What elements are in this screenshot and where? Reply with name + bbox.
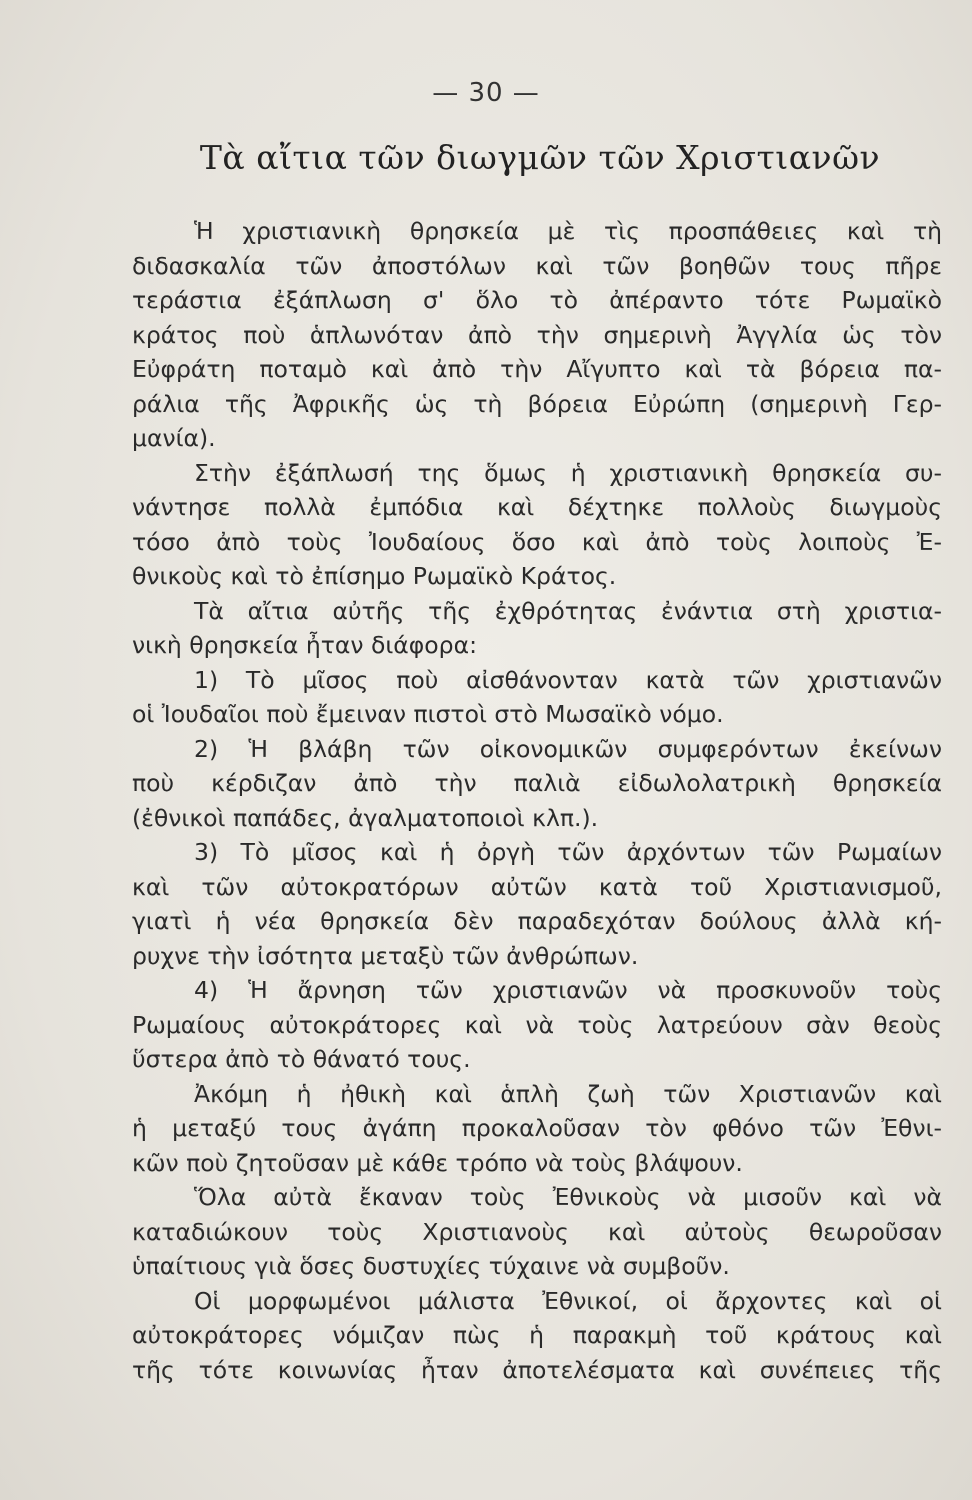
text-line: ράλια τῆς Ἀφρικῆς ὡς τὴ βόρεια Εὐρώπη (σημερινὴ Γερ-	[132, 389, 942, 418]
text-line: τόσο ἀπὸ τοὺς Ἰουδαίους ὅσο καὶ ἀπὸ τοὺς λοιποὺς Ἐ-	[132, 527, 942, 556]
text-line: (ἐθνικοὶ παπάδες, ἀγαλματοποιοὶ κλπ.).	[132, 803, 599, 832]
text-line: 4) Ἡ ἄρνηση τῶν χριστιανῶν νὰ προσκυνοῦν τοὺς	[194, 976, 942, 1004]
text-line: Ρωμαίους αὐτοκράτορες καὶ νὰ τοὺς λατρεύουν σὰν θεοὺς	[132, 1010, 942, 1039]
text-line: Ἡ χριστιανικὴ θρησκεία μὲ τὶς προσπάθειες καὶ τὴ	[194, 217, 942, 245]
chapter-title: Τὰ αἴτια τῶν διωγμῶν τῶν Χριστιανῶν	[199, 138, 881, 177]
text-line: νάντησε πολλὰ ἐμπόδια καὶ δέχτηκε πολλοὺς διωγμοὺς	[132, 493, 942, 521]
text-line: νικὴ θρησκεία ἦταν διάφορα:	[132, 631, 477, 659]
page-number: — 30 —	[432, 78, 540, 108]
text-line: κῶν ποὺ ζητοῦσαν μὲ κάθε τρόπο νὰ τοὺς βλάψουν.	[132, 1148, 743, 1177]
text-line: τῆς τότε κοινωνίας ἦταν ἀποτελέσματα καὶ συνέπειες τῆς	[132, 1355, 942, 1384]
text-line: ὕστερα ἀπὸ τὸ θάνατό τους.	[132, 1045, 471, 1073]
text-line: οἱ Ἰουδαῖοι ποὺ ἔμειναν πιστοὶ στὸ Μωσαϊκὸ νόμο.	[132, 700, 724, 728]
text-line: 2) Ἡ βλάβη τῶν οἰκονομικῶν συμφερόντων ἐκείνων	[194, 734, 942, 763]
text-line: ἡ μεταξύ τους ἀγάπη προκαλοῦσαν τὸν φθόνο τῶν Ἐθνι-	[132, 1114, 942, 1142]
text-line: καὶ τῶν αὐτοκρατόρων αὐτῶν κατὰ τοῦ Χριστιανισμοῦ,	[132, 872, 942, 901]
text-line: Ὅλα αὐτὰ ἔκαναν τοὺς Ἐθνικοὺς νὰ μισοῦν καὶ νὰ	[194, 1183, 942, 1211]
text-line: 1) Τὸ μῖσος ποὺ αἰσθάνονταν κατὰ τῶν χριστιανῶν	[194, 665, 942, 694]
text-line: γιατὶ ἡ νέα θρησκεία δὲν παραδεχόταν δούλους ἀλλὰ κή-	[132, 907, 942, 935]
text-line: Τὰ αἴτια αὐτῆς τῆς ἐχθρότητας ἐνάντια στὴ χριστια-	[194, 596, 942, 625]
text-line: αὐτοκράτορες νόμιζαν πὼς ἡ παρακμὴ τοῦ κράτους καὶ	[132, 1321, 942, 1349]
text-line: θνικοὺς καὶ τὸ ἐπίσημο Ρωμαϊκὸ Κράτος.	[132, 562, 617, 590]
text-line: καταδιώκουν τοὺς Χριστιανοὺς καὶ αὐτοὺς θεωροῦσαν	[132, 1217, 942, 1246]
body-text	[132, 214, 942, 1387]
text-line: ρυχνε τὴν ἰσότητα μεταξὺ τῶν ἀνθρώπων.	[132, 941, 639, 970]
text-line: τεράστια ἐξάπλωση σ' ὅλο τὸ ἀπέραντο τότε Ρωμαϊκὸ	[132, 286, 942, 314]
text-line: Στὴν ἐξάπλωσή της ὅμως ἡ χριστιανικὴ θρησκεία συ-	[194, 458, 942, 487]
text-line: Ἀκόμη ἡ ἠθικὴ καὶ ἁπλὴ ζωὴ τῶν Χριστιανῶν καὶ	[194, 1079, 942, 1108]
text-line: 3) Τὸ μῖσος καὶ ἡ ὀργὴ τῶν ἀρχόντων τῶν Ρωμαίων	[194, 838, 942, 866]
text-line: διδασκαλία τῶν ἀποστόλων καὶ τῶν βοηθῶν τους πῆρε	[132, 251, 942, 280]
text-line: ὑπαίτιους γιὰ ὅσες δυστυχίες τύχαινε νὰ συμβοῦν.	[132, 1252, 730, 1280]
text-line: κράτος ποὺ ἁπλωνόταν ἀπὸ τὴν σημερινὴ Ἀγγλία ὡς τὸν	[132, 320, 942, 349]
text-line: Οἱ μορφωμένοι μάλιστα Ἐθνικοί, οἱ ἄρχοντες καὶ οἱ	[194, 1286, 942, 1315]
text-line: ποὺ κέρδιζαν ἀπὸ τὴν παλιὰ εἰδωλολατρικὴ θρησκεία	[132, 769, 942, 797]
text-line: Εὐφράτη ποταμὸ καὶ ἀπὸ τὴν Αἴγυπτο καὶ τὰ βόρεια πα-	[132, 355, 942, 383]
text-line: μανία).	[132, 424, 216, 452]
